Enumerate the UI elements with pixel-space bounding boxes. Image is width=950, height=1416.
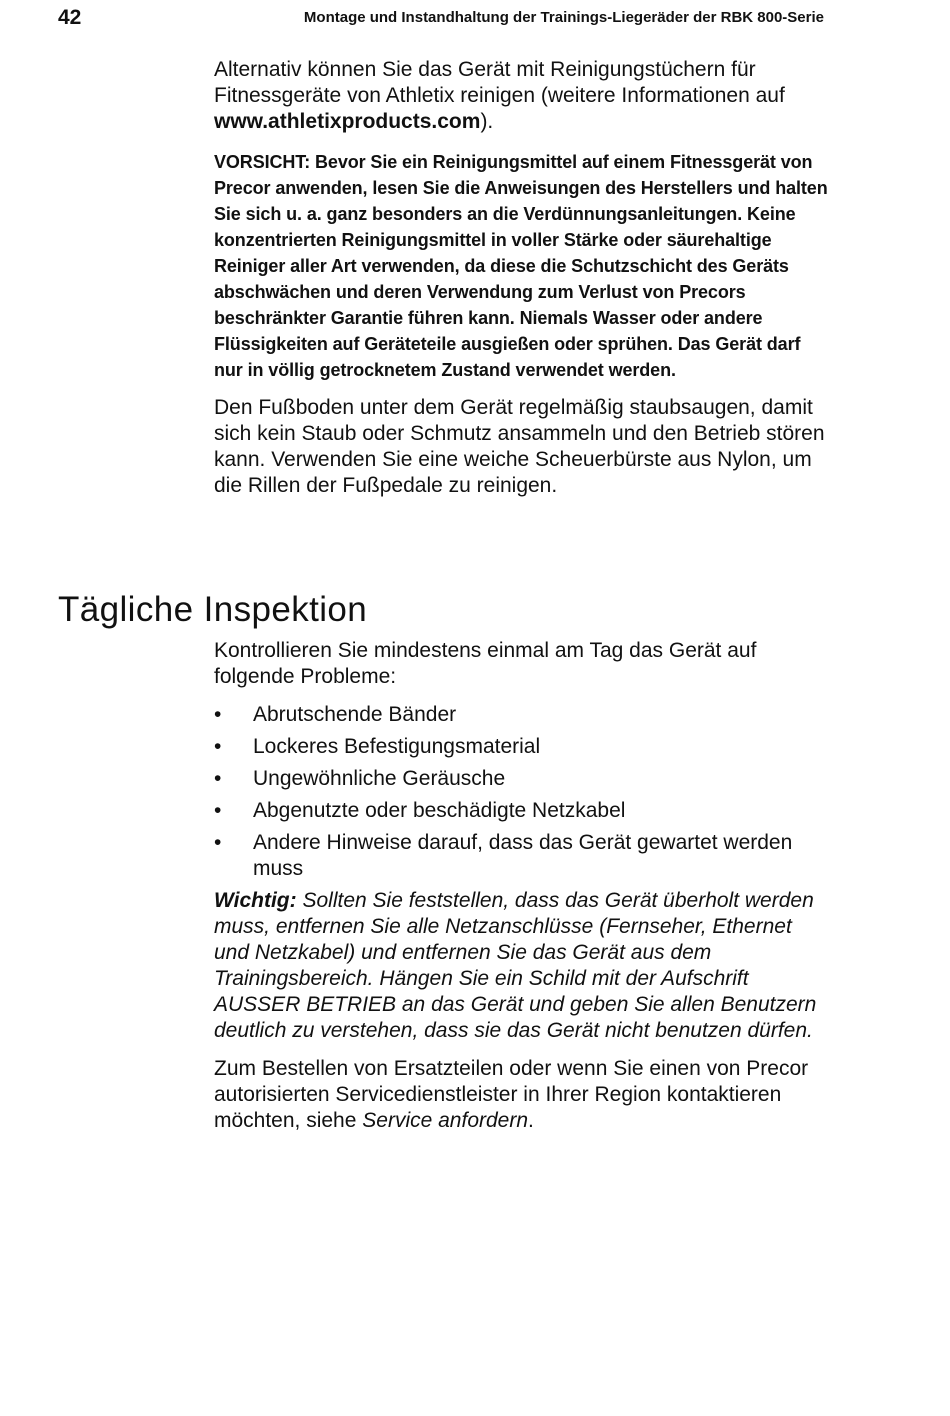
inspection-intro: Kontrollieren Sie mindestens einmal am Tag das Gerät auf folgende Probleme: [214, 639, 757, 688]
service-text: Zum Bestellen von Ersatzteilen oder wenn Sie einen von Precor autorisierten Servicedienstleister in Ihrer Region kontaktieren möchten, siehe [214, 1057, 809, 1132]
list-item [214, 830, 830, 882]
list-item [214, 734, 830, 760]
running-header: Montage und Instandhaltung der Trainings-Liegeräder der RBK 800-Serie [303, 9, 824, 26]
athletix-paragraph [214, 57, 830, 135]
list-item [214, 702, 830, 728]
list-item-text: Abgenutzte oder beschädigte Netzkabel [253, 799, 626, 822]
important-text: Sollten Sie feststellen, dass das Gerät überholt werden muss, entfernen Sie alle Netzanschlüsse (Fernseher, Ethernet und Netzkabel) und entfernen Sie das Gerät aus dem Trainingsbereich. Hängen Sie ein Schild mit der Aufschrift AUSSER BETRIEB an das Gerät und geben Sie allen Benutzern deutlich zu verstehen, dass sie das Gerät nicht benutzen dürfen. [214, 889, 817, 1042]
section-title: Tägliche Inspektion [58, 590, 368, 629]
list-item-text: Andere Hinweise darauf, dass das Gerät gewartet werden muss [253, 831, 793, 880]
problem-list [214, 702, 830, 882]
inspection-section [214, 638, 830, 1134]
page-number: 42 [58, 6, 82, 29]
bullet-icon: • [214, 735, 222, 758]
service-link[interactable]: Service anfordern [362, 1109, 529, 1132]
athletix-link[interactable]: www.athletixproducts.com [214, 110, 481, 133]
floor-cleaning-paragraph: Den Fußboden unter dem Gerät regelmäßig staubsaugen, damit sich kein Staub oder Schmutz ansammeln und den Betrieb stören kann. Verwenden Sie eine weiche Scheuerbürste aus Nylon, um die Rillen der Fußpedale zu reinigen. [214, 396, 825, 497]
list-item [214, 766, 830, 792]
important-note [214, 888, 830, 1044]
bullet-icon: • [214, 799, 222, 822]
list-item-text: Lockeres Befestigungsmaterial [253, 735, 541, 758]
list-item [214, 798, 830, 824]
service-text-end: . [528, 1109, 534, 1132]
bullet-icon: • [214, 703, 222, 726]
cleaning-section [214, 57, 830, 499]
bullet-icon: • [214, 767, 222, 790]
list-item-text: Abrutschende Bänder [253, 703, 457, 726]
bullet-icon: • [214, 831, 222, 854]
caution-paragraph: VORSICHT: Bevor Sie ein Reinigungsmittel auf einem Fitnessgerät von Precor anwenden, lesen Sie die Anweisungen des Herstellers und halten Sie sich u. a. ganz besonders an die Verdünnungsanleitungen. Keine konzentrierten Reinigungsmittel in voller Stärke oder säurehaltige Reiniger aller Art verwenden, da diese die Schutzschicht des Geräts abschwächen und deren Verwendung zum Verlust von Precors beschränkter Garantie führen kann. Niemals Wasser oder andere Flüssigkeiten auf Geräteteile ausgießen oder sprühen. Das Gerät darf nur in völlig getrocknetem Zustand verwendet werden. [214, 152, 828, 380]
service-paragraph [214, 1056, 830, 1134]
list-item-text: Ungewöhnliche Geräusche [253, 767, 506, 790]
athletix-text-end: ). [480, 110, 494, 133]
athletix-text: Alternativ können Sie das Gerät mit Reinigungstüchern für Fitnessgeräte von Athletix reinigen (weitere Informationen auf [214, 58, 785, 107]
important-label: Wichtig: [214, 889, 297, 912]
